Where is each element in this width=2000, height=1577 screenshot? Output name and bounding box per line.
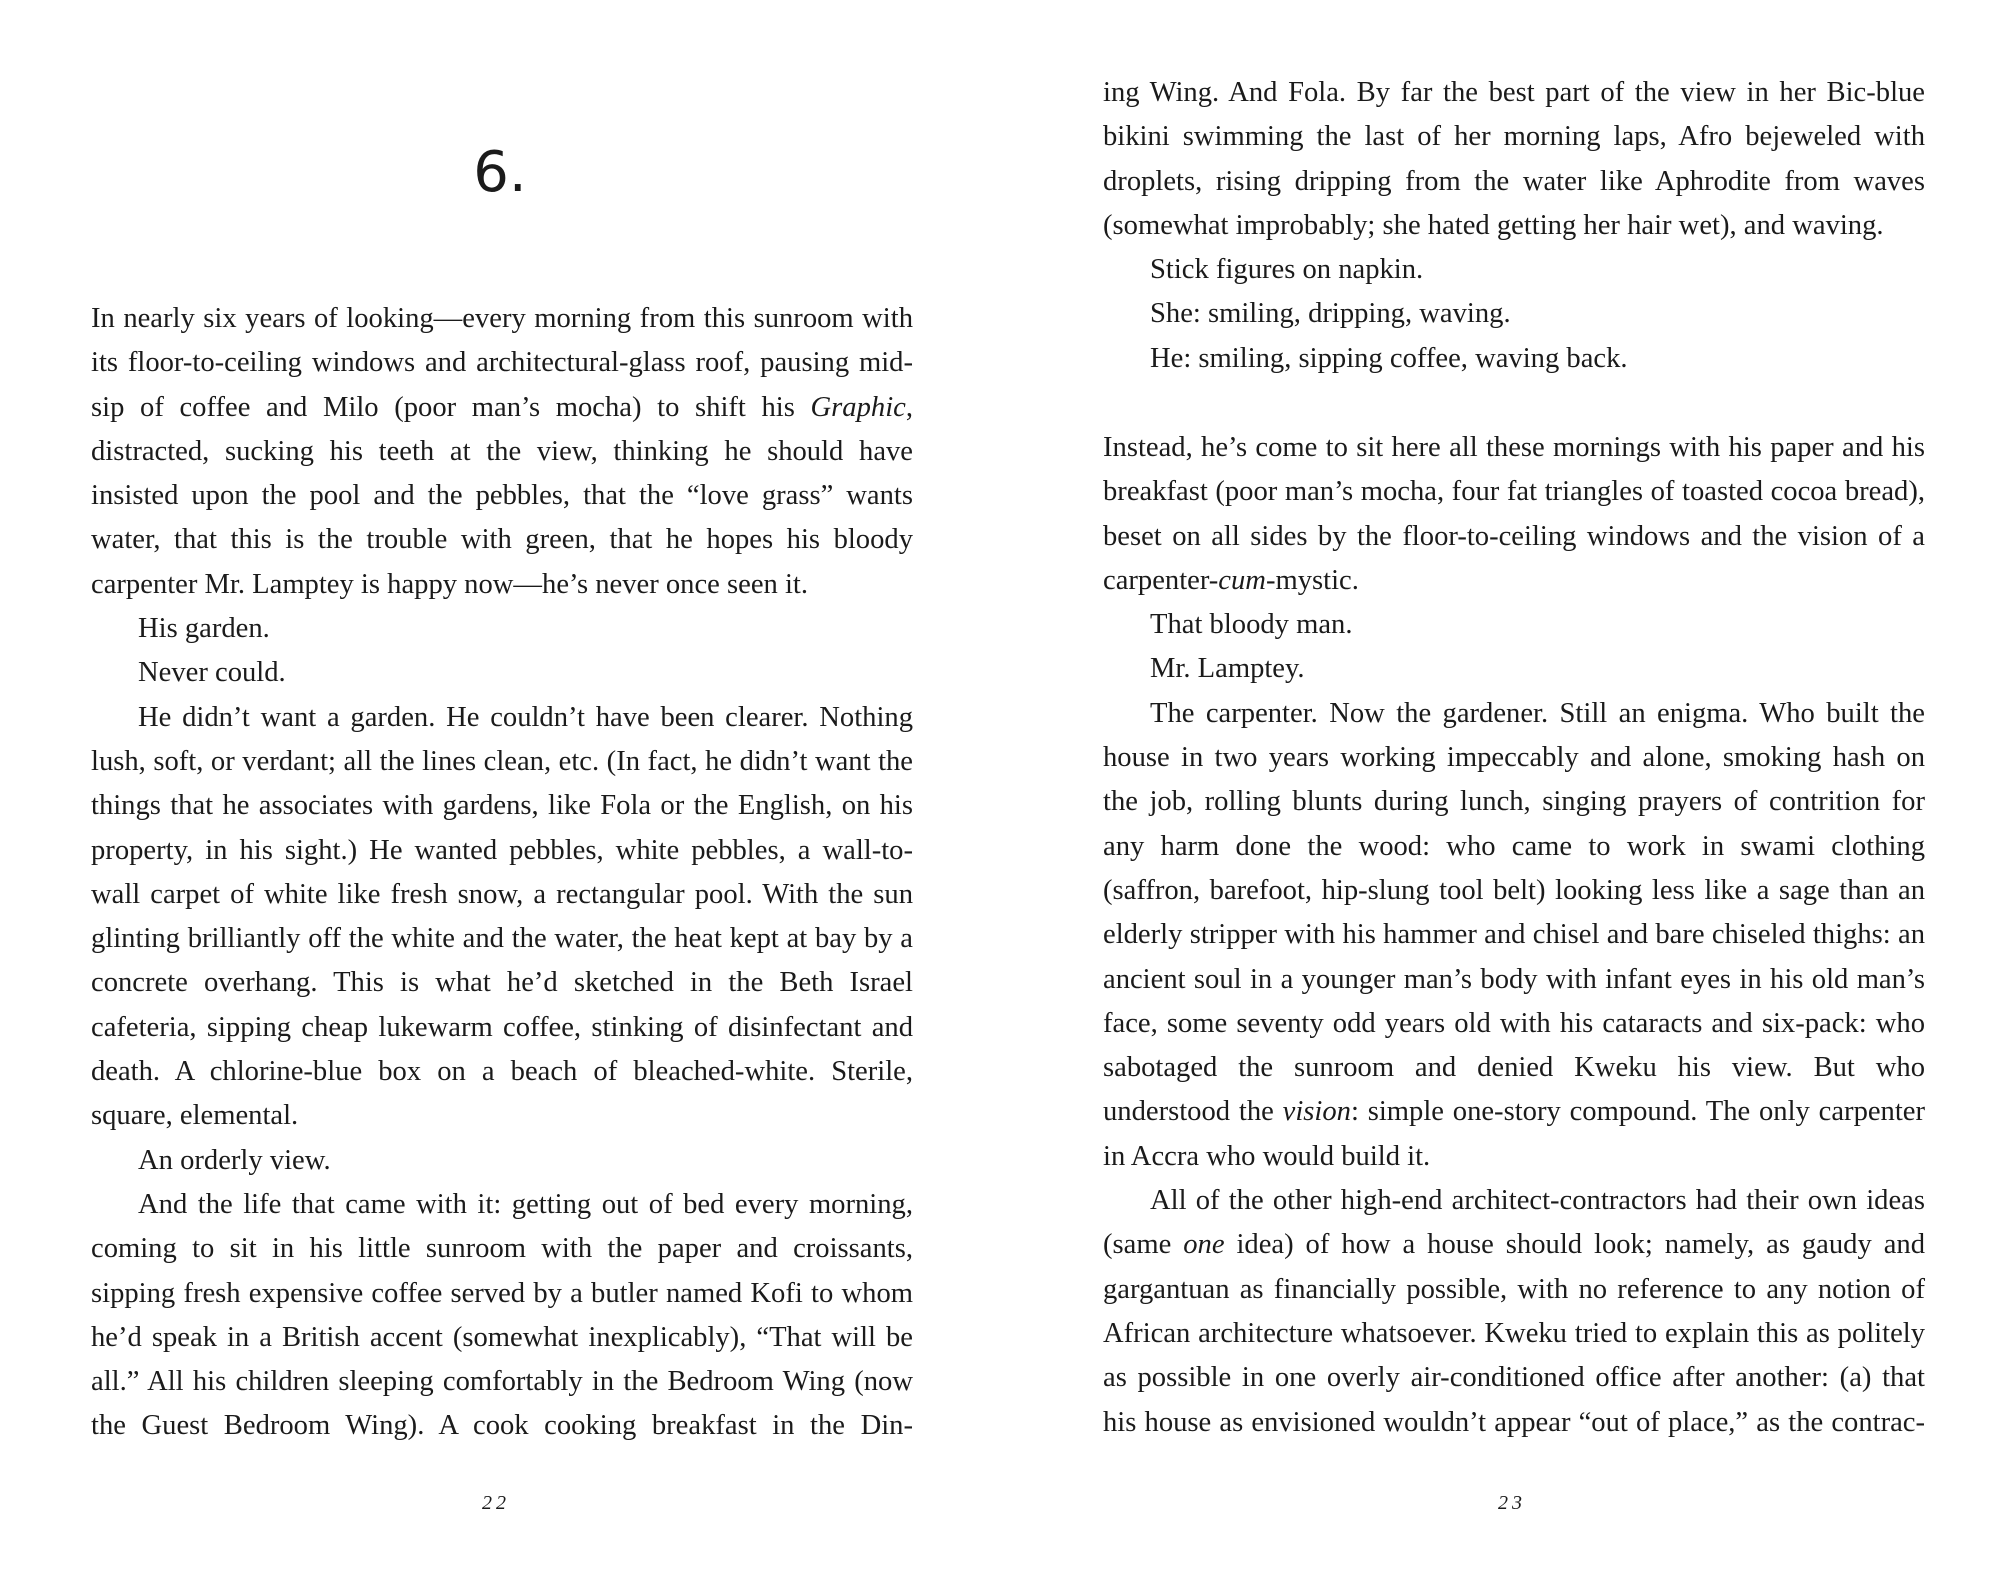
paragraph xyxy=(1103,426,1925,603)
sketch-line: Stick figures on napkin. xyxy=(1150,254,1424,286)
paragraph: And the life that came with it: getting out of bed every morning, coming to sit in his little sunroom with the paper and croissants, sipping fresh expensive coffee served by a butler named Kofi to whom he’d speak in a British accent (somewhat inexplicably), “That will be all.” All his children sleeping comfortably in the Bedroom Wing (now the Guest Bedroom Wing). A cook cooking breakfast in the Din- xyxy=(91,1188,913,1442)
paragraph-text: : simple one-story compound. The only carpenter in Accra who would build it. xyxy=(1103,1096,1926,1172)
paragraph: That bloody man. xyxy=(1150,609,1353,641)
paragraph xyxy=(91,297,913,607)
right-page xyxy=(1000,0,2000,1577)
italic-title-graphic: Graphic xyxy=(810,391,906,423)
italic-word-cum: cum xyxy=(1218,564,1266,596)
page-number: 22 xyxy=(482,1492,510,1514)
paragraph: Mr. Lamptey. xyxy=(1150,653,1305,685)
sketch-line: He: smiling, sipping coffee, waving back. xyxy=(1150,342,1628,374)
page-number: 23 xyxy=(1498,1492,1526,1514)
paragraph-text: , distracted, sucking his teeth at the view, thinking he should have insisted upon the pool and the pebbles, that the “love grass” wants water, that this is the trouble with green, that he hopes his bloody carpenter Mr. Lamptey is happy now—he’s never once seen it. xyxy=(91,391,913,600)
paragraph xyxy=(1103,692,1925,1179)
paragraph: He didn’t want a garden. He couldn’t have been clearer. Nothing lush, soft, or verdant; all the lines clean, etc. (In fact, he didn’t want the things that he associates with gardens, like Fola or the English, on his property, in his sight.) He wanted pebbles, white pebbles, a wall-to-wall carpet of white like fresh snow, a rectangular pool. With the sun glinting brilliantly off the white and the water, the heat kept at bay by a concrete overhang. This is what he’d sketched in the Beth Israel cafeteria, sipping cheap lukewarm coffee, stinking of disinfectant and death. A chlorine-blue box on a beach of bleached-white. Sterile, square, elemental. xyxy=(91,701,913,1132)
paragraph-text: All of the other high-end architect-contractors had their own ideas (same xyxy=(1103,1185,1925,1261)
right-page-continuation xyxy=(1103,71,1925,381)
sketch-line: She: smiling, dripping, waving. xyxy=(1150,298,1511,330)
paragraph-text: -mystic. xyxy=(1265,564,1359,596)
paragraph-text: idea) of how a house should look; namely, as gaudy and gargantuan as financially possible, with no reference to any notion of African architecture whatsoever. Kweku tried to explain this as politely as possible in one overly air-conditioned office after another: (a) that his house as envisioned wouldn’t appear “out of place,” as the contrac- xyxy=(1103,1229,1925,1438)
left-page-body xyxy=(91,297,913,1449)
chapter-number: 6. xyxy=(473,140,527,205)
paragraph: Never could. xyxy=(138,657,286,689)
italic-word-one: one xyxy=(1183,1229,1225,1261)
paragraph-text: In nearly six years of looking—every morning from this sunroom with its floor-to-ceiling windows and architectural-glass roof, pausing mid-sip of coffee and Milo (poor man’s mocha) to shift his xyxy=(91,303,913,423)
italic-word-vision: vision xyxy=(1282,1096,1351,1128)
paragraph: ing Wing. And Fola. By far the best part of the view in her Bic-blue bikini swimming the last of her morning laps, Afro bejeweled with droplets, rising dripping from the water like Aphrodite from waves (somewhat improbably; she hated getting her hair wet), and waving. xyxy=(1103,77,1925,241)
paragraph: His garden. xyxy=(138,613,270,645)
paragraph: An orderly view. xyxy=(138,1144,331,1176)
paragraph-text: Instead, he’s come to sit here all these mornings with his paper and his breakfast (poor man’s mocha, four fat triangles of toasted cocoa bread), beset on all sides by the floor-to-ceiling windows and the vision of a carpenter- xyxy=(1103,432,1925,596)
right-page-body xyxy=(1103,426,1925,1445)
paragraph xyxy=(1103,1179,1925,1445)
paragraph-text: The carpenter. Now the gardener. Still an enigma. Who built the house in two years working impeccably and alone, smoking hash on the job, rolling blunts during lunch, singing prayers of contrition for any harm done the wood: who came to work in swami clothing (saffron, barefoot, hip-slung tool belt) looking less like a sage than an elderly stripper with his hammer and chisel and bare chiseled thighs: an ancient soul in a younger man’s body with infant eyes in his old man’s face, some seventy odd years old with his cataracts and six-pack: who sabotaged the sunroom and denied Kweku his view. But who understood the xyxy=(1103,697,1925,1128)
